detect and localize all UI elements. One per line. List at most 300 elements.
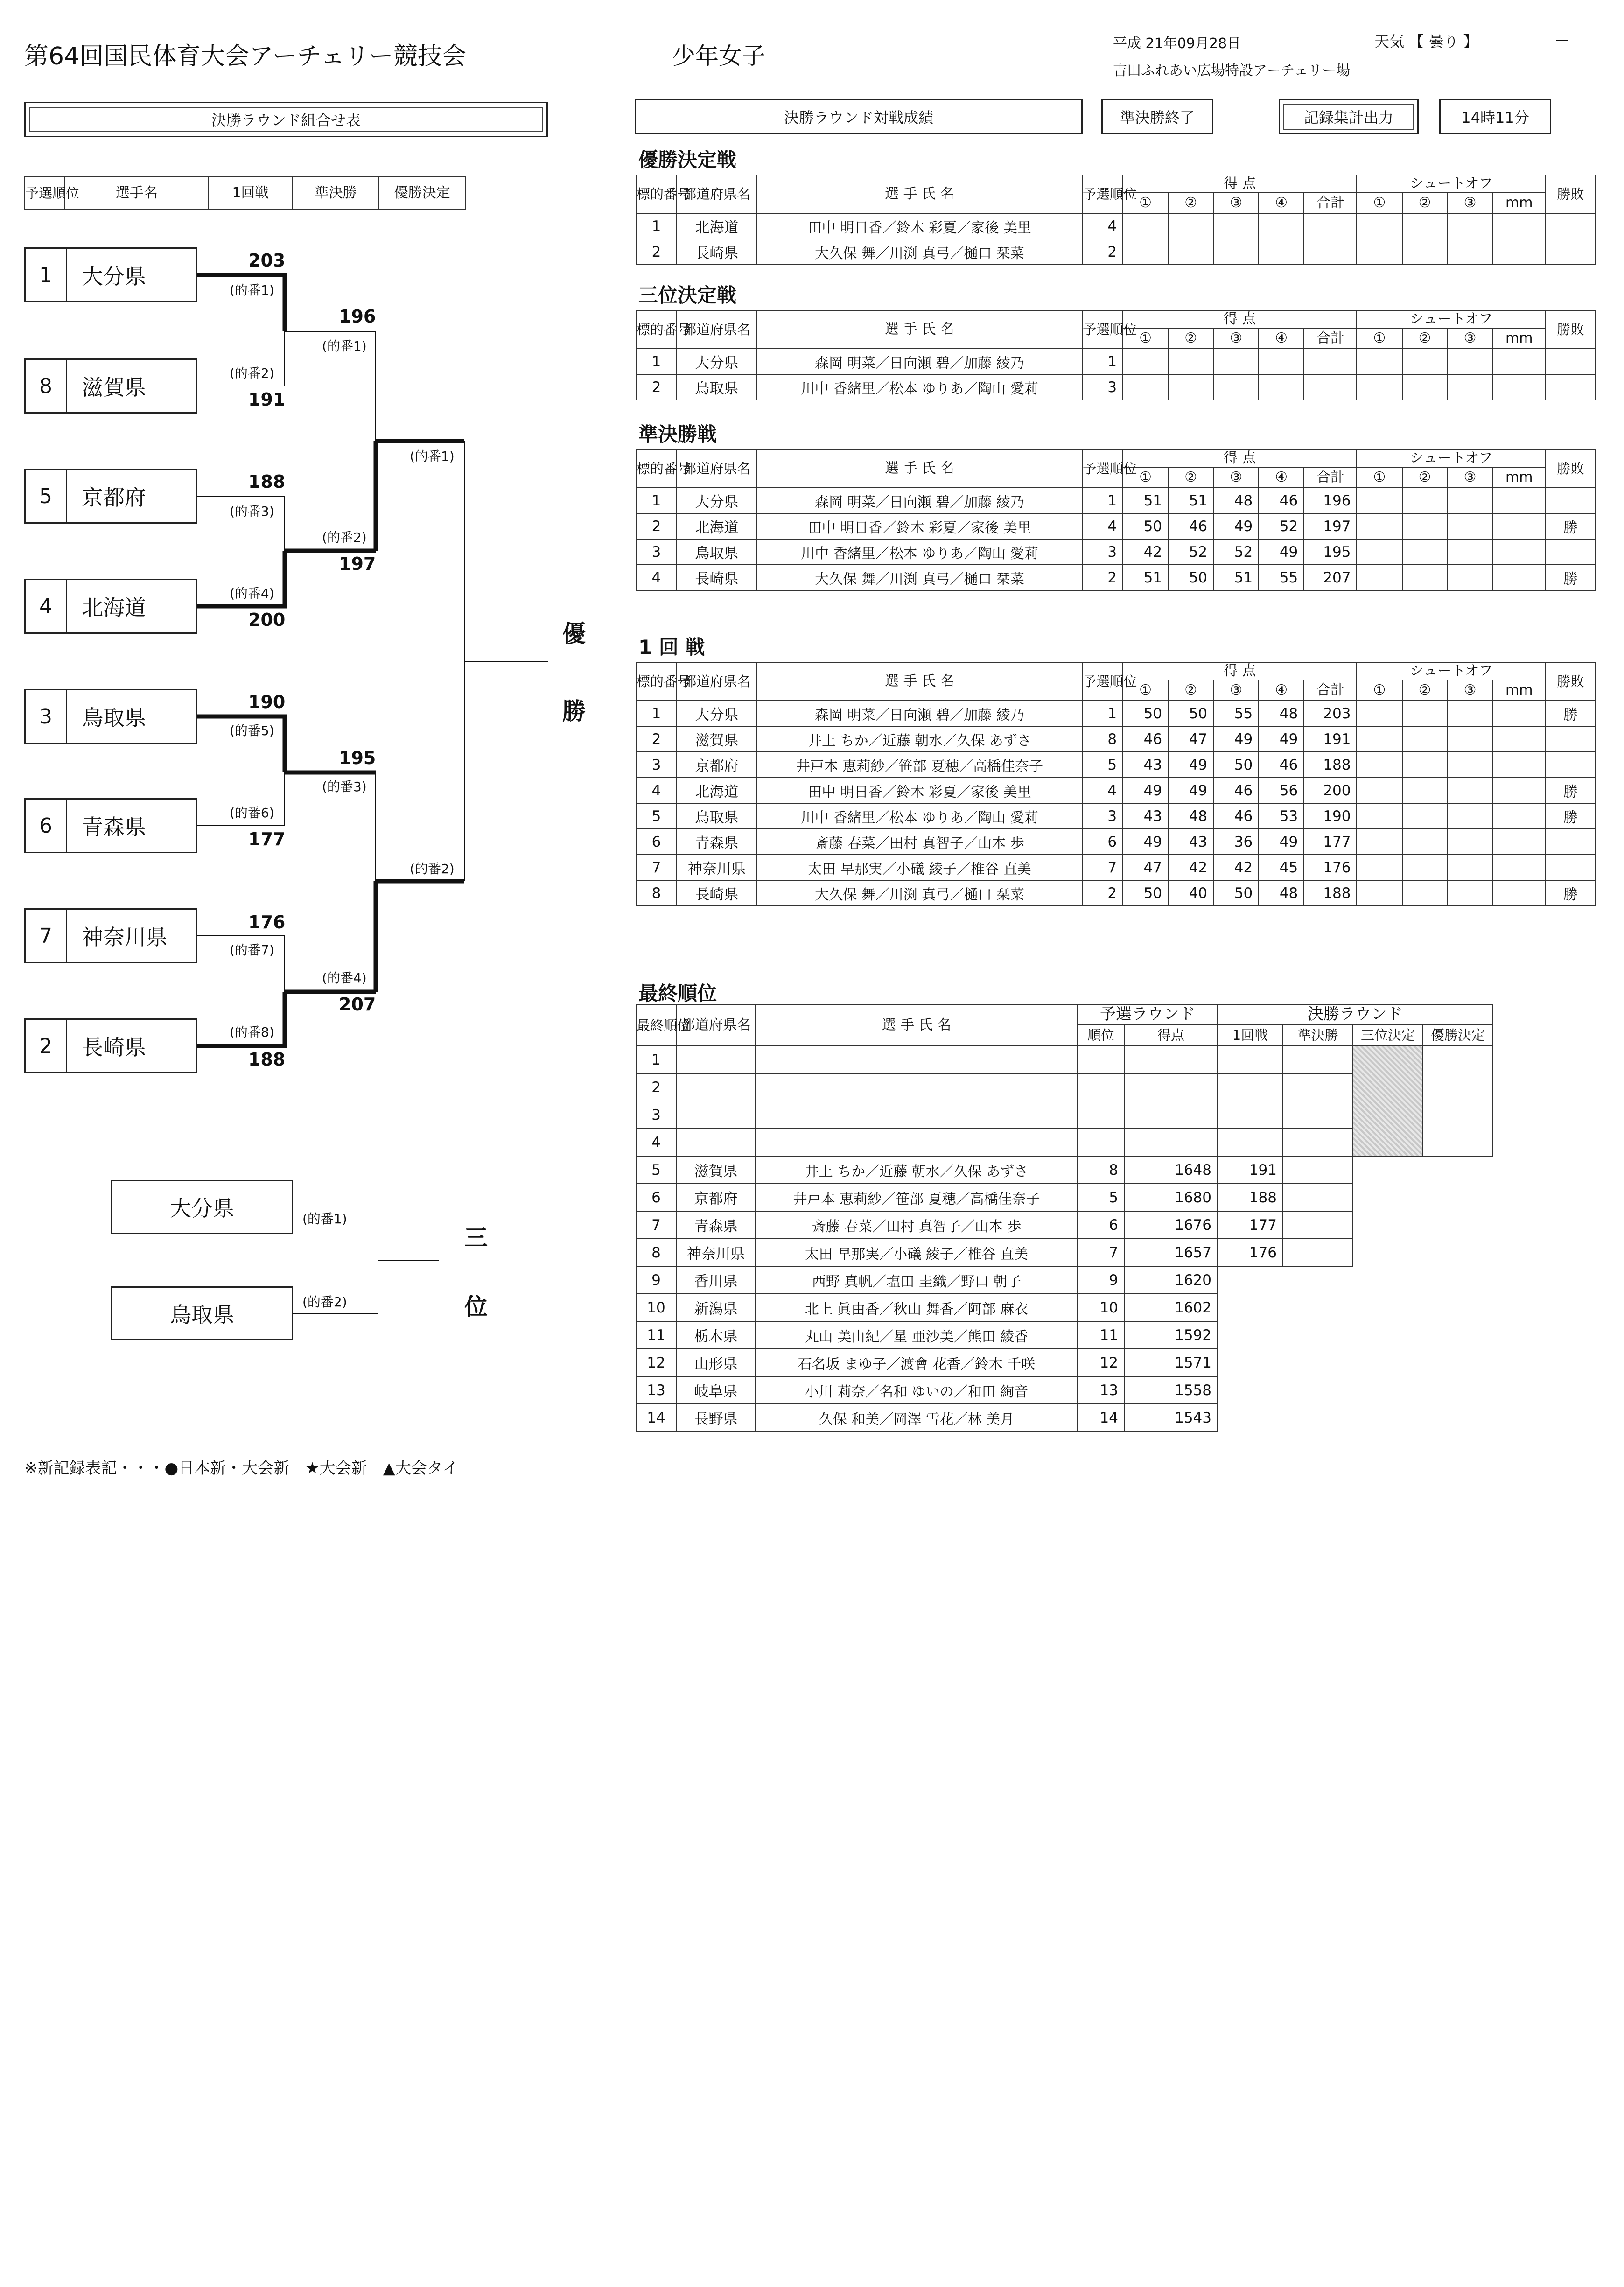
head-score: 得 点 <box>1123 662 1357 680</box>
rank-head-rank: 最終順位 <box>636 1005 676 1046</box>
head-seed: 予選順位 <box>1082 662 1123 701</box>
rank-prelim-rank: 13 <box>1078 1376 1124 1404</box>
rank-prelim-rank: 5 <box>1078 1184 1124 1211</box>
row-end <box>1123 374 1168 400</box>
row-so <box>1402 513 1448 539</box>
rank-sf <box>1283 1073 1353 1101</box>
row-end <box>1213 239 1259 265</box>
sf-target: (的番3) <box>322 779 367 794</box>
row-so <box>1448 374 1493 400</box>
row-total: 200 <box>1304 778 1357 803</box>
row-so <box>1448 752 1493 778</box>
row-mm <box>1493 701 1546 726</box>
sf-target: (的番2) <box>322 530 367 545</box>
head-total: 合計 <box>1304 193 1357 213</box>
row-so <box>1402 539 1448 565</box>
rank-prelim-rank: 12 <box>1078 1349 1124 1376</box>
rank-players: 小川 莉奈／名和 ゆいの／和田 絢音 <box>756 1376 1078 1404</box>
rank-prelim-score: 1592 <box>1124 1321 1218 1349</box>
third-team <box>111 1286 293 1340</box>
head-so: ③ <box>1448 328 1493 349</box>
rank-head-r1: 1回戦 <box>1218 1024 1283 1046</box>
row-end: 48 <box>1259 880 1304 906</box>
rank-pref <box>676 1073 756 1101</box>
row-mm <box>1493 488 1546 513</box>
rank-cell: 10 <box>636 1294 676 1321</box>
head-so: ① <box>1357 680 1402 701</box>
head-mm: mm <box>1493 467 1546 488</box>
head-wl: 勝敗 <box>1546 449 1596 488</box>
rank-fin <box>1423 1046 1493 1156</box>
row-mm <box>1493 239 1546 265</box>
match-table <box>636 310 1596 400</box>
row-end <box>1213 374 1259 400</box>
row-end: 47 <box>1168 726 1213 752</box>
r1-score: 177 <box>248 829 286 849</box>
head-wl: 勝敗 <box>1546 175 1596 213</box>
row-end: 49 <box>1259 539 1304 565</box>
team-name: 鳥取県 <box>82 705 146 730</box>
ranking-row <box>636 1046 1493 1073</box>
row-so <box>1402 701 1448 726</box>
row-wl: 勝 <box>1546 778 1596 803</box>
rank-prelim-rank <box>1078 1101 1124 1129</box>
team-name: 滋賀県 <box>82 375 146 400</box>
match-row <box>636 803 1596 829</box>
head-player: 選 手 氏 名 <box>757 175 1082 213</box>
row-pref: 大分県 <box>677 488 757 513</box>
row-total <box>1304 374 1357 400</box>
row-players: 川中 香緒里／松本 ゆりあ／陶山 愛莉 <box>757 374 1082 400</box>
rank-r1: 176 <box>1218 1239 1283 1266</box>
row-end: 49 <box>1213 726 1259 752</box>
row-end: 46 <box>1213 803 1259 829</box>
rank-pref: 香川県 <box>676 1266 756 1294</box>
row-end: 46 <box>1259 488 1304 513</box>
row-total: 188 <box>1304 752 1357 778</box>
rank-head-prelim-score: 得点 <box>1124 1024 1218 1046</box>
row-end: 52 <box>1259 513 1304 539</box>
head-seed: 予選順位 <box>1082 449 1123 488</box>
row-so <box>1357 803 1402 829</box>
rank-sf <box>1283 1101 1353 1129</box>
rank-players: 西野 真帆／塩田 圭織／野口 朝子 <box>756 1266 1078 1294</box>
match-row <box>636 513 1596 539</box>
rank-r1: 177 <box>1218 1211 1283 1239</box>
row-so <box>1357 239 1402 265</box>
ranking-row <box>636 1211 1493 1239</box>
row-so <box>1402 488 1448 513</box>
match-row <box>636 829 1596 855</box>
header-dash: － <box>1554 32 1570 50</box>
row-so <box>1448 513 1493 539</box>
row-end: 51 <box>1123 488 1168 513</box>
r1-score: 188 <box>248 1049 286 1070</box>
rank-r1 <box>1218 1073 1283 1101</box>
head-so: ① <box>1357 193 1402 213</box>
row-pref: 鳥取県 <box>677 539 757 565</box>
row-so <box>1448 239 1493 265</box>
team-seed: 3 <box>26 690 67 743</box>
r1-target: (的番2) <box>230 365 274 381</box>
row-wl: 勝 <box>1546 701 1596 726</box>
rank-pref: 青森県 <box>676 1211 756 1239</box>
final-target: (的番1) <box>410 449 455 464</box>
r1-target: (的番4) <box>230 586 274 601</box>
row-end <box>1123 213 1168 239</box>
rank-cell: 2 <box>636 1073 676 1101</box>
rank-pref: 京都府 <box>676 1184 756 1211</box>
rank-players: 斎藤 春菜／田村 真智子／山本 歩 <box>756 1211 1078 1239</box>
head-so: ③ <box>1448 467 1493 488</box>
third-label-1: 三 <box>464 1224 488 1251</box>
row-end: 50 <box>1213 752 1259 778</box>
row-seed: 1 <box>1082 488 1123 513</box>
row-seed: 4 <box>1082 213 1123 239</box>
row-so <box>1402 374 1448 400</box>
head-pref: 都道府県名 <box>677 310 757 349</box>
row-end: 49 <box>1123 778 1168 803</box>
rank-cell: 9 <box>636 1266 676 1294</box>
rank-prelim-score: 1676 <box>1124 1211 1218 1239</box>
head-target: 標的番号 <box>636 175 677 213</box>
head-end: ② <box>1168 328 1213 349</box>
row-target: 4 <box>636 565 677 590</box>
row-total: 207 <box>1304 565 1357 590</box>
row-seed: 4 <box>1082 778 1123 803</box>
row-total: 195 <box>1304 539 1357 565</box>
rank-cell: 12 <box>636 1349 676 1376</box>
row-so <box>1402 349 1448 374</box>
row-target: 1 <box>636 349 677 374</box>
row-wl <box>1546 752 1596 778</box>
head-end: ④ <box>1259 193 1304 213</box>
rank-prelim-rank <box>1078 1073 1124 1101</box>
sf-target: (的番1) <box>322 338 367 354</box>
footnote: ※新記録表記・・・●日本新・大会新 ★大会新 ▲大会タイ <box>24 1459 459 1478</box>
row-pref: 青森県 <box>677 829 757 855</box>
row-so <box>1448 349 1493 374</box>
rank-prelim-score: 1648 <box>1124 1156 1218 1184</box>
rank-sf <box>1283 1129 1353 1156</box>
team-seed: 7 <box>26 910 67 962</box>
row-wl <box>1546 213 1596 239</box>
row-target: 2 <box>636 726 677 752</box>
row-end: 42 <box>1213 855 1259 880</box>
row-so <box>1357 213 1402 239</box>
row-so <box>1448 488 1493 513</box>
head-end: ① <box>1123 328 1168 349</box>
row-total <box>1304 239 1357 265</box>
rank-prelim-score <box>1124 1046 1218 1073</box>
row-target: 2 <box>636 239 677 265</box>
rank-prelim-rank: 7 <box>1078 1239 1124 1266</box>
row-pref: 大分県 <box>677 701 757 726</box>
row-mm <box>1493 778 1546 803</box>
row-pref: 長崎県 <box>677 565 757 590</box>
row-so <box>1448 855 1493 880</box>
row-end <box>1123 349 1168 374</box>
team-seed: 5 <box>26 470 67 522</box>
rank-prelim-rank: 6 <box>1078 1211 1124 1239</box>
row-so <box>1402 803 1448 829</box>
event-date: 平成 21年09月28日 <box>1113 35 1241 52</box>
row-so <box>1448 213 1493 239</box>
row-pref: 北海道 <box>677 778 757 803</box>
row-end: 42 <box>1168 855 1213 880</box>
rank-sf <box>1283 1156 1353 1184</box>
row-target: 2 <box>636 513 677 539</box>
rank-prelim-score: 1543 <box>1124 1404 1218 1431</box>
row-end: 51 <box>1123 565 1168 590</box>
bracket-lines <box>0 0 560 1354</box>
row-so <box>1402 829 1448 855</box>
row-so <box>1357 778 1402 803</box>
team-name: 北海道 <box>82 595 146 620</box>
head-end: ③ <box>1213 193 1259 213</box>
weather-label: 天気 【 曇り 】 <box>1374 33 1478 50</box>
rank-prelim-score: 1571 <box>1124 1349 1218 1376</box>
rank-sf <box>1283 1211 1353 1239</box>
match-row <box>636 778 1596 803</box>
third-team-name: 大分県 <box>170 1196 234 1221</box>
r1-score: 188 <box>248 471 286 492</box>
head-so: ③ <box>1448 680 1493 701</box>
rank-cell: 3 <box>636 1101 676 1129</box>
rank-pref: 神奈川県 <box>676 1239 756 1266</box>
bracket-head-r1: 1回戦 <box>209 177 293 210</box>
head-so: ① <box>1357 467 1402 488</box>
row-wl <box>1546 349 1596 374</box>
row-seed: 2 <box>1082 880 1123 906</box>
row-end: 50 <box>1213 880 1259 906</box>
row-pref: 京都府 <box>677 752 757 778</box>
head-shootoff: シュートオフ <box>1357 175 1545 193</box>
venue-label: 吉田ふれあい広場特設アーチェリー場 <box>1113 63 1351 79</box>
row-end: 46 <box>1213 778 1259 803</box>
row-mm <box>1493 752 1546 778</box>
match-row <box>636 374 1596 400</box>
rank-prelim-rank: 14 <box>1078 1404 1124 1431</box>
match-row <box>636 488 1596 513</box>
row-total <box>1304 349 1357 374</box>
row-end <box>1123 239 1168 265</box>
row-end: 43 <box>1168 829 1213 855</box>
row-wl <box>1546 726 1596 752</box>
rank-head-fin: 優勝決定 <box>1423 1024 1493 1046</box>
ranking-row <box>636 1376 1493 1404</box>
row-players: 大久保 舞／川渕 真弓／樋口 栞菜 <box>757 880 1082 906</box>
rank-r1 <box>1218 1129 1283 1156</box>
rank-pref: 岐阜県 <box>676 1376 756 1404</box>
row-mm <box>1493 855 1546 880</box>
row-so <box>1448 726 1493 752</box>
r1-score: 203 <box>248 250 286 271</box>
row-so <box>1357 539 1402 565</box>
row-so <box>1448 778 1493 803</box>
team-seed: 1 <box>26 249 67 301</box>
team-seed: 4 <box>26 580 67 632</box>
ranking-row <box>636 1349 1493 1376</box>
head-end: ① <box>1123 680 1168 701</box>
rank-prelim-score: 1602 <box>1124 1294 1218 1321</box>
third-label-2: 位 <box>464 1293 488 1320</box>
row-so <box>1357 829 1402 855</box>
row-mm <box>1493 803 1546 829</box>
r1-score: 190 <box>248 692 286 712</box>
bracket-head-name: 選手名 <box>65 177 209 210</box>
row-pref: 大分県 <box>677 349 757 374</box>
head-target: 標的番号 <box>636 449 677 488</box>
head-pref: 都道府県名 <box>677 175 757 213</box>
row-so <box>1448 701 1493 726</box>
row-seed: 7 <box>1082 855 1123 880</box>
r1-target: (的番1) <box>230 282 274 298</box>
row-end: 52 <box>1213 539 1259 565</box>
rank-players: 井戸本 恵莉紗／笹部 夏穂／高橋佳奈子 <box>756 1184 1078 1211</box>
row-so <box>1357 513 1402 539</box>
rank-sf <box>1283 1239 1353 1266</box>
rank-prelim-rank: 9 <box>1078 1266 1124 1294</box>
time-label: 14時11分 <box>1439 99 1551 134</box>
r1-target: (的番5) <box>230 723 274 738</box>
rank-prelim-rank: 11 <box>1078 1321 1124 1349</box>
row-so <box>1357 374 1402 400</box>
row-end: 49 <box>1168 752 1213 778</box>
r1-match-title: 1 回 戦 <box>638 636 705 659</box>
output-button[interactable] <box>1279 99 1419 134</box>
row-mm <box>1493 349 1546 374</box>
row-mm <box>1493 513 1546 539</box>
row-end: 47 <box>1123 855 1168 880</box>
row-so <box>1402 855 1448 880</box>
row-seed: 6 <box>1082 829 1123 855</box>
head-pref: 都道府県名 <box>677 662 757 701</box>
sf-score: 207 <box>339 994 376 1015</box>
row-end: 43 <box>1123 752 1168 778</box>
head-mm: mm <box>1493 193 1546 213</box>
rank-pref <box>676 1046 756 1073</box>
third-place-marker <box>1353 1046 1423 1156</box>
row-players: 太田 早那実／小礒 綾子／椎谷 直美 <box>757 855 1082 880</box>
rank-r1: 191 <box>1218 1156 1283 1184</box>
row-so <box>1402 239 1448 265</box>
row-seed: 3 <box>1082 374 1123 400</box>
row-end: 50 <box>1123 513 1168 539</box>
bracket-head-seed: 予選順位 <box>25 177 65 210</box>
row-target: 1 <box>636 488 677 513</box>
rank-prelim-rank: 10 <box>1078 1294 1124 1321</box>
head-end: ④ <box>1259 680 1304 701</box>
match-row <box>636 855 1596 880</box>
row-wl <box>1546 829 1596 855</box>
rank-cell: 13 <box>636 1376 676 1404</box>
row-seed: 8 <box>1082 726 1123 752</box>
row-pref: 長崎県 <box>677 239 757 265</box>
rank-players <box>756 1101 1078 1129</box>
rank-cell: 4 <box>636 1129 676 1156</box>
rank-sf <box>1283 1184 1353 1211</box>
row-wl <box>1546 855 1596 880</box>
row-seed: 3 <box>1082 539 1123 565</box>
rank-prelim-rank: 8 <box>1078 1156 1124 1184</box>
row-so <box>1357 855 1402 880</box>
row-target: 1 <box>636 213 677 239</box>
row-end: 46 <box>1123 726 1168 752</box>
rank-cell: 1 <box>636 1046 676 1073</box>
row-so <box>1448 539 1493 565</box>
team-seed: 6 <box>26 800 67 852</box>
row-seed: 2 <box>1082 565 1123 590</box>
rank-players: 北上 眞由香／秋山 舞香／阿部 麻衣 <box>756 1294 1078 1321</box>
rank-r1 <box>1218 1101 1283 1129</box>
row-pref: 神奈川県 <box>677 855 757 880</box>
row-end <box>1259 349 1304 374</box>
row-seed: 4 <box>1082 513 1123 539</box>
row-players: 大久保 舞／川渕 真弓／樋口 栞菜 <box>757 565 1082 590</box>
third-target: (的番2) <box>302 1294 347 1310</box>
row-seed: 1 <box>1082 349 1123 374</box>
head-player: 選 手 氏 名 <box>757 310 1082 349</box>
semi-match-title: 準決勝戦 <box>638 423 717 446</box>
row-players: 森岡 明菜／日向瀬 碧／加藤 綾乃 <box>757 488 1082 513</box>
rank-pref <box>676 1129 756 1156</box>
row-end: 36 <box>1213 829 1259 855</box>
match-row <box>636 726 1596 752</box>
row-target: 7 <box>636 855 677 880</box>
row-so <box>1448 803 1493 829</box>
row-mm <box>1493 726 1546 752</box>
row-end: 52 <box>1168 539 1213 565</box>
head-shootoff: シュートオフ <box>1357 310 1545 328</box>
row-mm <box>1493 829 1546 855</box>
rank-cell: 14 <box>636 1404 676 1431</box>
match-table <box>636 662 1596 906</box>
rank-prelim-rank <box>1078 1046 1124 1073</box>
match-table <box>636 175 1596 265</box>
rank-head-prelim: 予選ラウンド <box>1078 1005 1218 1024</box>
row-so <box>1357 565 1402 590</box>
row-total: 188 <box>1304 880 1357 906</box>
row-target: 3 <box>636 539 677 565</box>
rank-cell: 8 <box>636 1239 676 1266</box>
match-row <box>636 539 1596 565</box>
head-end: ④ <box>1259 467 1304 488</box>
sf-target: (的番4) <box>322 970 367 986</box>
row-players: 田中 明日香／鈴木 彩夏／家後 美里 <box>757 778 1082 803</box>
head-shootoff: シュートオフ <box>1357 662 1545 680</box>
row-so <box>1357 726 1402 752</box>
row-pref: 北海道 <box>677 213 757 239</box>
match-row <box>636 701 1596 726</box>
row-target: 1 <box>636 701 677 726</box>
row-end: 42 <box>1123 539 1168 565</box>
row-pref: 鳥取県 <box>677 374 757 400</box>
head-score: 得 点 <box>1123 310 1357 328</box>
rank-prelim-score: 1620 <box>1124 1266 1218 1294</box>
row-end: 46 <box>1259 752 1304 778</box>
ranking-row <box>636 1321 1493 1349</box>
ranking-row <box>636 1239 1493 1266</box>
head-so: ② <box>1402 467 1448 488</box>
rank-prelim-rank <box>1078 1129 1124 1156</box>
head-so: ② <box>1402 328 1448 349</box>
rank-head-pref: 都道府県名 <box>676 1005 756 1046</box>
row-mm <box>1493 880 1546 906</box>
rank-sf <box>1283 1046 1353 1073</box>
rank-pref: 新潟県 <box>676 1294 756 1321</box>
row-end: 50 <box>1168 701 1213 726</box>
